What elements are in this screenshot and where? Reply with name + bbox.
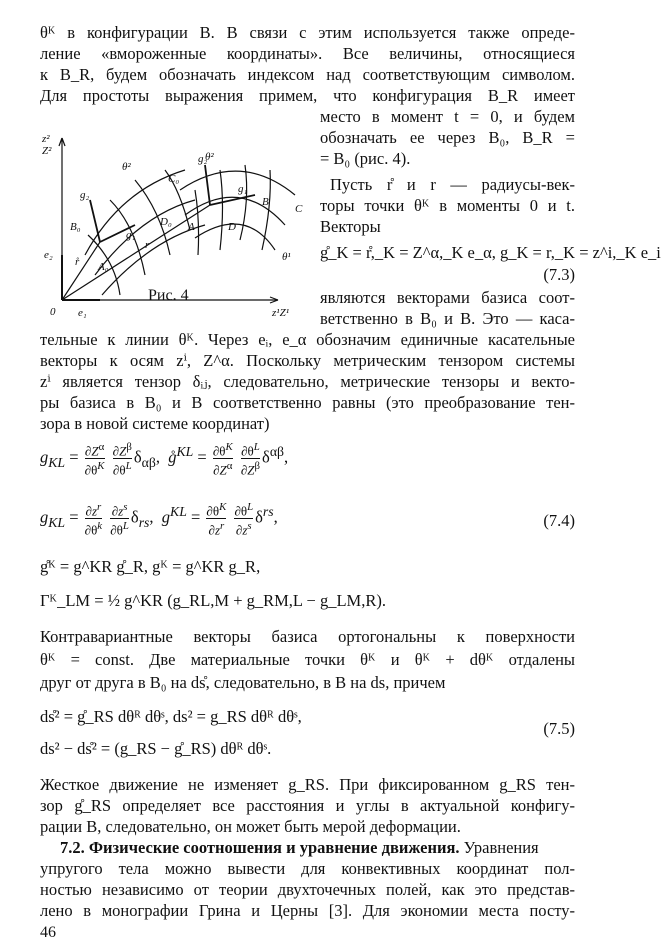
- figure-caption: Рис. 4: [148, 287, 189, 304]
- equation-number: (7.5): [543, 719, 575, 738]
- text-line: зора в новой системе координат): [40, 414, 270, 433]
- label-D0: D₀: [160, 216, 172, 228]
- equation-number: (7.4): [543, 511, 575, 530]
- equation-7-4b: $g_{KL}$ = $\frac{\partial z^r}{\partial\theta^k}$ $\frac{\partial z^s}{\partial\theta^L}$ $\delta_{rs}$, $g^{KL}$ = $\frac{\partial\theta^K}{\partial z^r}$ $\frac{\partial\theta^L}{\partial z^s}$ $\delta^{rs}$,: [40, 501, 278, 538]
- text-line: Контравариантные векторы базиса ортогональны к поверхности: [40, 627, 575, 646]
- label-e1: e₁: [78, 307, 87, 319]
- label-z1Z1: z¹Z¹: [272, 307, 289, 319]
- text-line: = B₀ (рис. 4).: [320, 149, 411, 168]
- label-r0: r̊: [75, 256, 80, 268]
- text-line: рации B, следовательно, он может быть мерой деформации.: [40, 817, 461, 836]
- radius-vector-r0: [62, 242, 100, 300]
- equation-7-4a: $g_{KL}$ = $\frac{\partial Z^\alpha}{\partial\theta^K}$ $\frac{\partial Z^\beta}{\partial\theta^L}$ $\delta_{\alpha\beta}$, g̊$^{KL}$ = $\frac{\partial\theta^K}{\partial Z^\alpha}$ $\frac{\partial\theta^L}{\partial Z^\beta}$ $\delta^{\alpha\beta}$,: [40, 441, 289, 478]
- label-D: D: [228, 221, 236, 233]
- label-B: B: [262, 196, 269, 208]
- label-r: r: [145, 239, 150, 251]
- label-C0: C₀: [168, 173, 180, 185]
- equation-7-5a: ds̊² = g̊_RS dθᴿ dθˢ, ds² = g_RS dθᴿ dθˢ,: [40, 707, 302, 726]
- equation-number: (7.3): [543, 265, 575, 284]
- text-line: ры базиса в B₀ и B соответственно равны (это преобразование тен-: [40, 393, 575, 412]
- text-line: θᴷ = const. Две материальные точки θᴷ и θᴷ + dθᴷ отдалены: [40, 650, 575, 669]
- label-g2: g₂: [80, 189, 90, 201]
- text-line: торы точки θᴷ в моменты 0 и t.: [320, 196, 575, 215]
- text-line: Векторы: [320, 217, 381, 236]
- label-theta2: θ²: [205, 151, 214, 163]
- text-line: Пусть r̊ и r — радиусы-век-: [330, 175, 575, 194]
- label-A: A: [188, 221, 195, 233]
- text-line: ностью независимо от теории двухточечных полей, как это представ-: [40, 880, 575, 899]
- page-number: 46: [40, 924, 56, 941]
- text-line: лено в монографии Грина и Церны [3]. Для экономии места посту-: [40, 901, 575, 920]
- text-line: векторы к осям zⁱ, Z^α. Поскольку метрическим тензором системы: [40, 351, 575, 370]
- section-paragraph: [60, 837, 575, 858]
- label-g1: g₁: [126, 229, 136, 241]
- label-z2: z²: [42, 133, 50, 145]
- text-line: ление «вмороженные координаты». Все величины, относящиеся: [40, 44, 575, 63]
- text-line: зор g̊_RS определяет все расстояния и углы в актуальной конфигу-: [40, 796, 575, 815]
- radius-vector-r: [62, 205, 210, 300]
- equation-7-3: g̊_K = r̊,_K = Z^α,_K e_α, g_K = r,_K = z^i,_K e_i: [320, 243, 661, 262]
- text-line: являются векторами базиса соот-: [320, 288, 575, 307]
- equation-7-5b: ds² − ds̊² = (g_RS − g̊_RS) dθᴿ dθˢ.: [40, 739, 272, 758]
- text-line: тельные к линии θᴷ. Через eᵢ, e_α обозначим единичные касательные: [40, 330, 575, 349]
- label-theta1: θ¹: [282, 251, 291, 263]
- text-line: Для простоты выражения примем, что конфигурация B_R имеет: [40, 86, 575, 105]
- label-theta2: θ²: [122, 161, 131, 173]
- text-line: ветственно в B₀ и B. Это — каса-: [320, 309, 575, 328]
- section-heading: 7.2. Физические соотношения и уравнение движения.: [60, 838, 460, 857]
- text-line: Уравнения: [459, 838, 539, 857]
- text-line: к B_R, будем обозначать индексом над соответствующим символом.: [40, 65, 575, 84]
- text-line: Жесткое движение не изменяет g_RS. При фиксированном g_RS тен-: [40, 775, 575, 794]
- text-line: друг от друга в B₀ на ds̊, следовательно, в B на ds, причем: [40, 673, 446, 692]
- label-g1: g₁: [238, 183, 248, 195]
- label-e2: e₂: [44, 249, 53, 261]
- text-line: zⁱ является тензор δᵢⱼ, следовательно, метрические тензоры и векто-: [40, 372, 575, 391]
- label-g2: g₂: [198, 153, 208, 165]
- label-A0: A₀: [98, 261, 109, 273]
- text-line: место в момент t = 0, и будем: [320, 107, 575, 126]
- label-Z2: Z²: [42, 145, 52, 157]
- text-line: обозначать ее через B₀, B_R =: [320, 128, 575, 147]
- text-line: θᴷ в конфигурации B. В связи с этим используется также опреде-: [40, 23, 575, 42]
- label-C: C: [295, 203, 303, 215]
- label-origin: 0: [50, 306, 56, 318]
- label-B0: B₀: [70, 221, 81, 233]
- equation-7-4c: g̊ᴷ = g^KR g̊_R, gᴷ = g^KR g_R,: [40, 557, 261, 576]
- text-line: упругого тела можно вывести для конвективных координат пол-: [40, 859, 575, 878]
- equation-7-4d: Γᴷ_LM = ½ g^KR (g_RL,M + g_RM,L − g_LM,R).: [40, 591, 386, 610]
